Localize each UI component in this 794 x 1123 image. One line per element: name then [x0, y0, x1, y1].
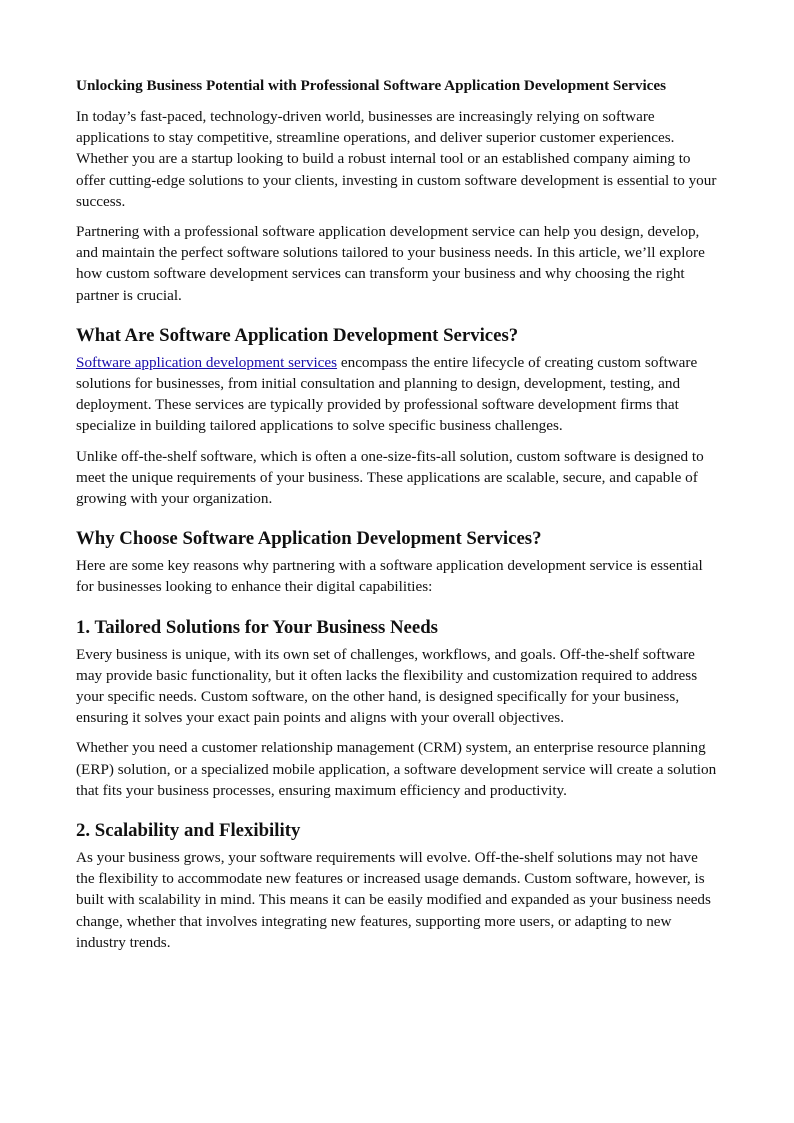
what-are-paragraph-1 — [76, 352, 718, 437]
section-heading-why-choose: Why Choose Software Application Development Services? — [76, 528, 542, 550]
why-choose-paragraph: Here are some key reasons why partnering with a software application development service is essential for businesses looking to enhance their digital capabilities: — [76, 557, 703, 596]
software-services-link[interactable]: Software application development services — [76, 353, 338, 371]
intro-paragraph-2: Partnering with a professional software application development service can help you design, develop, and maintain the perfect software solutions tailored to your business needs. In this article, we’ll explore how custom software development services can transform your business and why choosing the right partner is crucial. — [76, 223, 705, 304]
tailored-paragraph-2: Whether you need a customer relationship management (CRM) system, an enterprise resource planning (ERP) solution, or a specialized mobile application, a software development service will create a solution that fits your business processes, ensuring maximum efficiency and productivity. — [76, 739, 717, 799]
section-heading-what-are: What Are Software Application Development Services? — [76, 324, 519, 346]
scalability-paragraph: As your business grows, your software requirements will evolve. Off-the-shelf solutions may not have the flexibility to accommodate new features or increased usage demands. Custom software, however, is built with scalability in mind. This means it can be easily modified and expanded as your business needs change, whether that involves integrating new features, supporting more users, or adapting to new industry trends. — [76, 849, 711, 951]
section-heading-scalability: 2. Scalability and Flexibility — [76, 820, 301, 842]
intro-paragraph-1: In today’s fast-paced, technology-driven world, businesses are increasingly relying on software applications to stay competitive, streamline operations, and deliver superior customer experiences. Whether you are a startup looking to build a robust internal tool or an established company aiming to offer cutting-edge solutions to your clients, investing in custom software development is essential to your success. — [76, 108, 717, 210]
what-are-paragraph-2: Unlike off-the-shelf software, which is often a one-size-fits-all solution, custom software is designed to meet the unique requirements of your business. These applications are scalable, secure, and capable of growing with your organization. — [76, 447, 704, 508]
what-are-paragraph-1-text: encompass the entire lifecycle of creating custom software solutions for businesses, from initial consultation and planning to design, development, testing, and deployment. These services are typically provided by professional software development firms that specialize in building tailored applications to solve specific business challenges. — [76, 353, 698, 435]
section-heading-tailored-solutions: 1. Tailored Solutions for Your Business Needs — [76, 616, 438, 638]
document-title: Unlocking Business Potential with Professional Software Application Development Services — [76, 77, 667, 94]
tailored-paragraph-1: Every business is unique, with its own set of challenges, workflows, and goals. Off-the-shelf software may provide basic functionality, but it often lacks the flexibility and customization required to address your specific needs. Custom software, on the other hand, is designed specifically for your business, ensuring it solves your exact pain points and aligns with your overall objectives. — [76, 645, 698, 727]
